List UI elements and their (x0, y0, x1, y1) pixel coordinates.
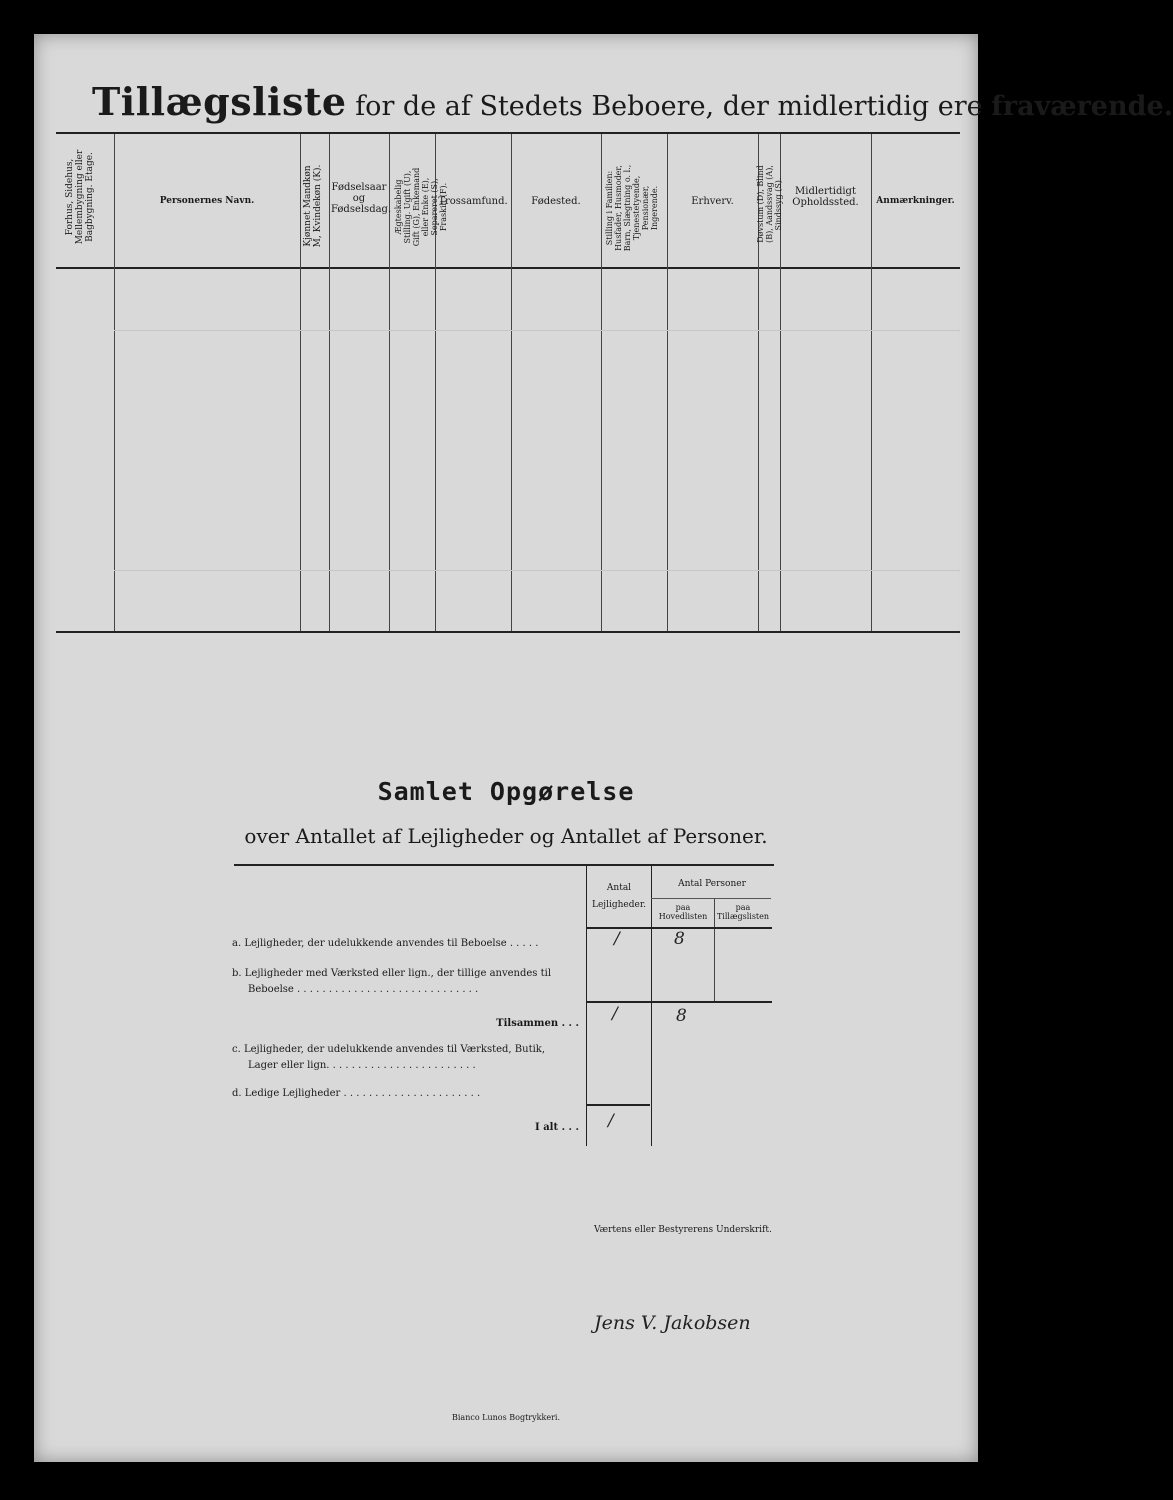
col-header-building: Forhus, Sidehus, Mellembygning eller Bagbygning. Etage. (65, 149, 95, 245)
summary-col-divider (651, 866, 652, 1146)
value-a-lejligheder: / (614, 929, 620, 949)
summary-row-b2: Beboelse . . . . . . . . . . . . . . . . . . . . . . . . . . . . . (248, 984, 479, 995)
summary-row-a: a. Lejligheder, der udelukkende anvendes til Beboelse . . . . . (232, 938, 539, 949)
summary-mid-rule (586, 1001, 772, 1003)
col-divider (511, 134, 512, 631)
col-header-birth-text: Fødselsaar og Fødselsdag. (331, 182, 392, 215)
col-header-religion: Trossamfund. (438, 196, 508, 207)
col-header-occupation: Erhverv. (691, 196, 734, 207)
col-header-birth (331, 182, 392, 215)
table-header-rule (56, 267, 960, 269)
col-divider (329, 134, 330, 631)
summary-head-tillaegslisten: paa Tillægslisten (716, 903, 770, 921)
printer-imprint: Bianco Lunos Bogtrykkeri. (451, 1413, 560, 1422)
summary-head-personer: Antal Personer (678, 879, 746, 889)
summary-head-hovedlisten: paa Hovedlisten (658, 903, 708, 921)
form-title (92, 79, 1173, 124)
col-divider (667, 134, 668, 631)
ruled-row (114, 330, 960, 331)
col-header-sex: Kjønnet Mandkøn M, Kvindekøn (K). (303, 164, 323, 248)
summary-lower-rule (586, 1104, 650, 1106)
ruled-row (114, 570, 960, 571)
form-title-rest: for de af Stedets Beboere, der midlertidig ere (346, 91, 992, 122)
col-header-marital: Ægteskabelig Stilling. Ugift (U), Gift (G), Enkemand eller Enke (E), Separeret (S), Fraskilt (F). (394, 167, 448, 247)
col-divider (871, 134, 872, 631)
summary-head-lejligheder: Lejligheder. (592, 900, 646, 910)
form-title-main: Tillægsliste (92, 79, 347, 124)
value-a-personer: 8 (674, 929, 685, 949)
table-bottom-rule (56, 631, 960, 633)
col-header-remarks: Anmærkninger. (876, 196, 955, 206)
summary-row-c1: c. Lejligheder, der udelukkende anvendes til Værksted, Butik, (232, 1044, 546, 1055)
col-header-temp-residence: Midlertidigt Opholdssted. (792, 186, 859, 208)
summary-title: Samlet Opgørelse (377, 777, 635, 806)
summary-ialt: I alt . . . (535, 1122, 579, 1133)
summary-tilsammen: Tilsammen . . . (496, 1018, 579, 1029)
col-header-name: Personernes Navn. (159, 196, 255, 206)
summary-row-c2: Lager eller lign. . . . . . . . . . . . . . . . . . . . . . . . (248, 1060, 476, 1071)
value-tilsammen-personer: 8 (676, 1006, 687, 1026)
census-form-page (34, 34, 1173, 1462)
table-top-rule (56, 132, 960, 134)
col-divider (114, 134, 115, 631)
summary-row-b1: b. Lejligheder med Værksted eller lign., der tillige anvendes til (232, 968, 552, 979)
form-title-last: fraværende. (991, 91, 1173, 122)
summary-head-antal: Antal (606, 883, 632, 893)
value-ialt-lejligheder: / (608, 1111, 614, 1131)
signature-label: Værtens eller Bestyrerens Underskrift. (594, 1225, 772, 1235)
value-tilsammen-lejligheder: / (612, 1004, 618, 1024)
summary-subhead-rule (651, 898, 771, 899)
summary-row-d: d. Ledige Lejligheder . . . . . . . . . . . . . . . . . . . . . . (232, 1088, 481, 1099)
signature: Jens V. Jakobsen (594, 1312, 751, 1334)
col-divider (601, 134, 602, 631)
col-header-birthplace: Fødested. (531, 196, 581, 207)
col-divider (300, 134, 301, 631)
summary-top-rule (234, 864, 774, 866)
summary-subtitle: over Antallet af Lejligheder og Antallet af Personer. (244, 824, 768, 848)
col-header-disability: Døvstum (D), Blind (B), Aandssvag (A), Sindssyg (S). (756, 165, 783, 243)
col-header-family-position: Stilling i Familien: Husfader, Husmoder, Barn, Slægtning o. l., Tjenestetyende, Pensionær, Ingerende. (605, 164, 659, 252)
